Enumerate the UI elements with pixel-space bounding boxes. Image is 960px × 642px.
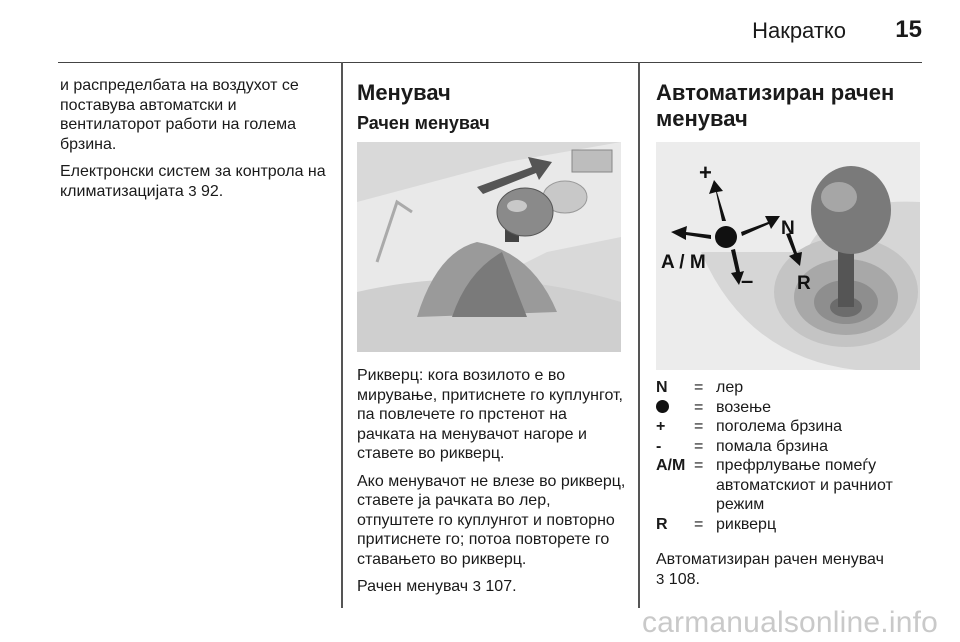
legend-row: [656, 398, 924, 418]
paragraph: [656, 550, 924, 589]
legend-row: [656, 437, 924, 457]
page-reference-link[interactable]: 92.: [201, 182, 224, 200]
paragraph: [60, 162, 330, 201]
page-number: 15: [895, 16, 922, 43]
left-column: [60, 76, 330, 209]
subsection-title: Рачен менувач: [357, 113, 490, 133]
page-title: Накратко: [752, 18, 846, 43]
paragraph-text: Електронски систем за контрола на климатизацијата: [60, 163, 326, 200]
automatic-manual-label: A / M: [661, 252, 706, 273]
page-reference-link[interactable]: 107.: [485, 578, 517, 595]
legend-key: R: [656, 515, 668, 533]
legend-row: [656, 417, 924, 437]
plus-label: +: [699, 160, 712, 185]
legend-key: -: [656, 437, 662, 455]
gear-legend: [656, 378, 924, 534]
legend-text: поголема брзина: [716, 418, 843, 435]
legend-key: [656, 398, 694, 418]
gear-pattern-illustration: [656, 142, 920, 370]
neutral-label: N: [781, 218, 795, 239]
reference-arrow-icon: 3: [656, 570, 665, 588]
legend-row: [656, 515, 924, 535]
legend-text: лер: [716, 379, 744, 396]
legend-text: возење: [716, 398, 771, 416]
column-divider: [341, 62, 343, 608]
legend-equals: =: [694, 515, 704, 533]
paragraph-text: Автоматизиран рачен менувач: [656, 551, 884, 568]
reference-arrow-icon: 3: [188, 182, 197, 200]
middle-column: [357, 76, 627, 605]
paragraph: [357, 577, 627, 597]
page-reference-link[interactable]: 108.: [668, 570, 700, 588]
paragraph: и распределбата на воздухот се поставува автоматски и вентилаторот работи на голема брзина.: [60, 77, 299, 153]
legend-text: помала брзина: [716, 437, 829, 455]
legend-equals: =: [694, 379, 704, 396]
legend-text: рикверц: [716, 515, 777, 533]
legend-row: [656, 378, 924, 398]
legend-equals: =: [694, 418, 704, 435]
legend-equals: =: [694, 457, 704, 474]
automated-gear-shift-figure: [656, 142, 920, 370]
legend-key: +: [656, 418, 666, 435]
page-header: [58, 0, 922, 63]
column-divider: [638, 62, 640, 608]
reference-arrow-icon: 3: [472, 578, 481, 595]
section-title: Менувач: [357, 80, 451, 105]
legend-key: A/M: [656, 457, 686, 474]
dot-icon: [656, 400, 669, 413]
gear-shift-illustration: [357, 142, 621, 352]
right-column: [656, 76, 924, 597]
legend-row: [656, 456, 924, 515]
legend-equals: =: [694, 437, 704, 455]
paragraph: Рикверц: кога возилото е во мирување, притиснете го куплунгот, па повлечете го прстенот на рачката на менувачот нагоре и ставете во рикверц.: [357, 367, 623, 462]
paragraph: Ако менувачот не влезе во рикверц, ставете ја рачката во лер, отпуштете го куплунгот и повторно притиснете го; потоа повторете го ставањето во рикверц.: [357, 472, 626, 568]
legend-text: префрлување помеѓу автоматскиот и рачниот режим: [716, 457, 893, 513]
reverse-label: R: [797, 273, 811, 294]
section-title: Автоматизиран рачен менувач: [656, 80, 895, 131]
manual-gear-shift-figure: [357, 142, 621, 352]
watermark-text: carmanualsonline.info: [641, 606, 938, 639]
legend-equals: =: [694, 398, 704, 416]
legend-key: N: [656, 379, 668, 396]
paragraph-text: Рачен менувач: [357, 578, 469, 595]
minus-label: –: [741, 268, 754, 293]
